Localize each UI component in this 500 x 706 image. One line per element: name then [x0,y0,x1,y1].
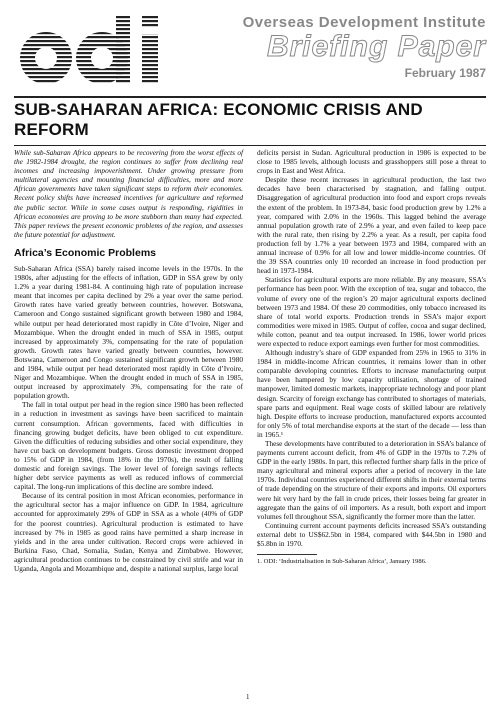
body-paragraph: Statistics for agricultural exports are more reliable. By any measure, SSA’s performance has been poor. With the exception of tea, sugar and tobacco, the volume of every one of the region’s 20 major agricultural exports declined between 1973 and 1984. Of these 20 commodities, only tobacco increased its share of total world exports. Production trends in SSA’s major export commodities were mixed in 1985. Output of coffee, cocoa and sugar declined, while cotton, peanut and tea output increased. In 1986, lower world prices were expected to reduce export earnings even further for most commodities. [257,275,486,348]
body-paragraph: Although industry’s share of GDP expanded from 25% in 1965 to 31% in 1984 in middle-income African countries, it remains lower than in other comparable developing countries. Efforts to increase manufacturing output have been hampered by low capacity utilisation, shortage of trained manpower, limited domestic markets, inappropriate technology and poor plant design. Scarcity of foreign exchange has contributed to shortages of materials, spare parts and equipment. Real wage costs of skilled labour are relatively high. Despite efforts to increase production, manufactured exports accounted for only 5% of total merchandise exports at the start of the decade — less than in 1965.¹ [257,348,486,439]
odi-logo [18,16,170,88]
series-title: Briefing Paper [266,30,486,63]
body-paragraph: Despite these recent increases in agricultural production, the last two decades have been characterised by stagnation, and falling output. Disaggregation of agricultural production into food and export crops reveals the extent of the problem. In 1973-84, basic food production grew by 1.2% a year, compared with 2.0% in the 1960s. This lagged behind the average annual population growth rate of 2.9% a year, and even failed to keep pace with the rural rate, then rising by 2.2% a year. As a result, per capita food production fell by 1.7% a year between 1973 and 1984, compared with an annual increase of 0.9% for all low and lower middle-income countries. Of the 39 SSA countries only 10 recorded an increase in food production per head in 1973-1984. [257,175,486,276]
issue-date: February 1987 [404,66,486,80]
body-paragraph: Continuing current account payments deficits increased SSA’s outstanding external debt to US$62.5bn in 1984, compared with $44.5bn in 1980 and $5.8bn in 1970. [257,520,486,549]
page-number: 1 [246,693,250,701]
body-paragraph: Sub-Saharan Africa (SSA) barely raised income levels in the 1970s. In the 1980s, after adjusting for the effects of inflation, GDP in SSA grew by only 1.2% a year during 1981-84. A continuing high rate of population increase meant that incomes per capita declined by 2% a year over the same period. Growth rates have varied greatly between countries, however. Botswana, Cameroon and Congo sustained significant growth between 1980 and 1984, while output per head deteriorated most rapidly in Côte d’Ivoire, Niger and Mozambique. When the drought ended in much of SSA in 1985, output increased by approximately 3%, compensating for the rate of population growth. Growth rates have varied greatly between countries, however. Botswana, Cameroon and Congo sustained significant growth between 1980 and 1984, while output per head deteriorated most rapidly in Côte d’Ivoire, Niger and Mozambique. When the drought ended in much of SSA in 1985, output increased by approximately 3%, compensating for the rate of population growth. [14,263,243,401]
section-heading: Africa’s Economic Problems [14,246,156,259]
page-title: SUB-SAHARAN AFRICA: ECONOMIC CRISIS AND REFORM [14,100,423,139]
right-column [257,148,486,566]
body-paragraph: Because of its central position in most African economies, performance in the agricultural sector has a major influence on GDP. In 1984, agriculture accounted for approximately 29% of GDP in SSA as a whole (40% of GDP for the poorest countries). Agricultural production is estimated to have increased by 7% in 1985 as good rains have permitted a sharp increase in yields and in the area under cultivation. Record crops were achieved in Burkina Faso, Chad, Somalia, Sudan, Kenya and Zimbabwe. However, agricultural production continues to be constrained by civil strife and war in Uganda, Angola and Mozambique and, despite a national surplus, large local [14,491,243,574]
title-rule [14,145,486,146]
footnote-rule [257,554,317,555]
intro-paragraph: While sub-Saharan Africa appears to be recovering from the worst effects of the 1982-1984 drought, the region continues to suffer from declining real incomes and increasing impoverishment. Under growing pressure from multilateral agencies and mounting financial difficulties, more and more African governments have taken significant steps to reform their economies. Recent policy shifts have increased incentives for agriculture and reformed the public sector. While in some cases output is responding, rigidities in African economies are proving to be more stubborn than many had expected. This paper reviews the present economic problems of the region, and assesses the future potential for adjustment. [14,148,243,239]
top-rule [14,96,486,98]
masthead [0,0,500,92]
institute-name: Overseas Development Institute [242,14,486,31]
footnote: 1. ODI: ‘Industrialisation in Sub-Saharan Africa’, January 1986. [257,558,427,566]
left-column [14,148,243,573]
body-paragraph: These developments have contributed to a deterioration in SSA’s balance of payments current account deficit, from 4% of GDP in the 1970s to 7.2% of GDP in the early 1980s. In part, this reflected further sharp falls in the price of many agricultural and mineral exports after a period of recovery in the late 1970s. Individual countries experienced different shifts in their external terms of trade depending on the structure of their exports and imports. Oil exporters were hit very hard by the fall in crude prices, their losses being far greater in aggregate than the gains of oil importers. As a result, both export and import volumes fell throughout SSA, significantly the former more than the latter. [257,439,486,521]
body-paragraph: The fall in total output per head in the region since 1980 has been reflected in a reduction in investment as savings have been sacrificed to maintain current consumption. African governments, faced with difficulties in financing growing budget deficits, have been obliged to cut expenditure. Given the difficulties of reducing subsidies and other social expenditure, they have cut back on development budgets. Gross domestic investment dropped to 15% of GDP in 1984, (from 18% in the 1970s), the result of falling domestic and foreign savings. The lower level of foreign savings reflects higher debt service payments as well as reduced inflows of commercial capital. The long-run implications of this decline are sombre indeed. [14,400,243,492]
body-paragraph: deficits persist in Sudan. Agricultural production in 1986 is expected to be close to 1985 levels, although locusts and grasshoppers still pose a threat to crops in East and West Africa. [257,148,486,176]
